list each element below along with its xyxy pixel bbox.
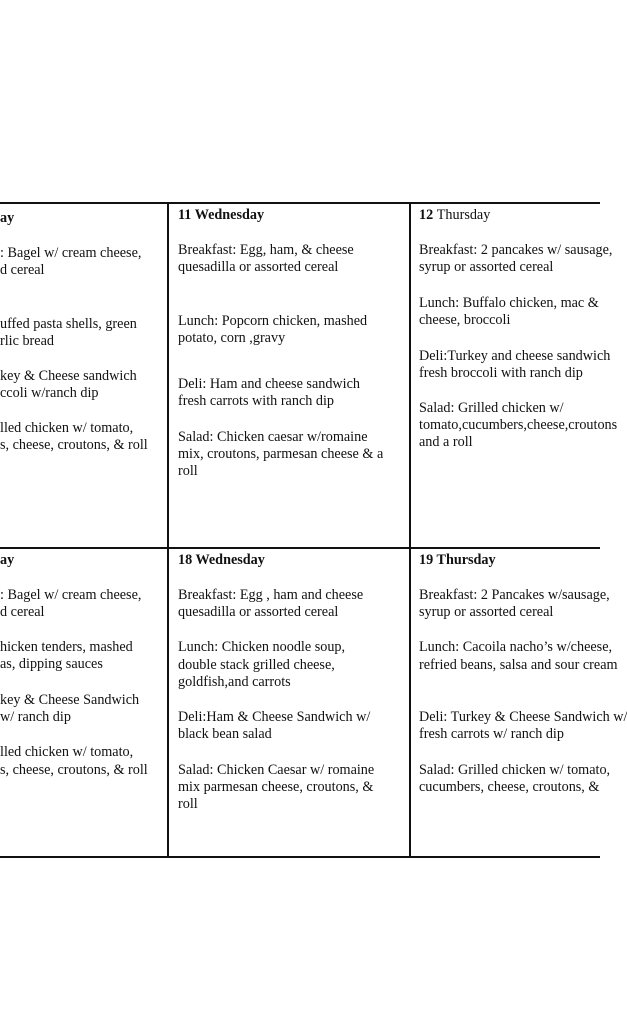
menu-line: Breakfast: Egg, ham, & cheese — [178, 242, 354, 258]
menu-line: w/ ranch dip — [0, 709, 71, 725]
menu-line: Breakfast: Egg , ham and cheese — [178, 587, 364, 603]
day-cell-tuesday-10 — [0, 204, 167, 547]
menu-line: uffed pasta shells, green — [0, 316, 137, 332]
day-cell-tuesday-17 — [0, 549, 167, 856]
menu-line: syrup or assorted cereal — [419, 604, 554, 620]
menu-line: lled chicken w/ tomato, — [0, 420, 134, 436]
menu-line: Deli: Turkey & Cheese Sandwich w/ — [419, 709, 627, 725]
menu-line: potato, corn ,gravy — [178, 330, 286, 346]
day-cell-wednesday-18 — [169, 549, 409, 856]
day-header — [178, 207, 264, 224]
day-header — [419, 552, 496, 569]
menu-line: Lunch: Popcorn chicken, mashed — [178, 313, 368, 329]
menu-line: Salad: Chicken caesar w/romaine — [178, 429, 368, 445]
day-name: Thursday — [436, 552, 496, 568]
menu-line: s, cheese, croutons, & roll — [0, 437, 148, 453]
menu-line: lled chicken w/ tomato, — [0, 744, 134, 760]
menu-line: fresh carrots w/ ranch dip — [419, 726, 564, 742]
menu-line: refried beans, salsa and sour cream — [419, 657, 618, 673]
menu-line: key & Cheese sandwich — [0, 368, 137, 384]
menu-line: syrup or assorted cereal — [419, 259, 554, 275]
menu-line: Deli:Turkey and cheese sandwich — [419, 348, 611, 364]
menu-line: and a roll — [419, 434, 473, 450]
menu-line: hicken tenders, mashed — [0, 639, 133, 655]
day-name: Thursday — [436, 207, 491, 223]
menu-line: : Bagel w/ cream cheese, — [0, 587, 142, 603]
menu-line: d cereal — [0, 604, 45, 620]
day-header — [419, 207, 490, 224]
menu-line: quesadilla or assorted cereal — [178, 259, 339, 275]
menu-line: Salad: Grilled chicken w/ tomato, — [419, 762, 611, 778]
day-number: 12 — [419, 207, 434, 223]
menu-line: roll — [178, 796, 198, 812]
day-number: 18 — [178, 552, 193, 568]
day-cell-thursday-12 — [411, 204, 618, 547]
menu-line: Deli:Ham & Cheese Sandwich w/ — [178, 709, 371, 725]
menu-line: as, dipping sauces — [0, 656, 103, 672]
menu-line: ccoli w/ranch dip — [0, 385, 99, 401]
day-number: 19 — [419, 552, 434, 568]
day-header — [0, 210, 14, 227]
day-header — [0, 552, 14, 569]
table-bottom-border — [0, 856, 600, 858]
day-name: ay — [0, 210, 15, 226]
menu-line: rlic bread — [0, 333, 54, 349]
menu-line: double stack grilled cheese, — [178, 657, 335, 673]
day-name: ay — [0, 552, 15, 568]
menu-line: Salad: Grilled chicken w/ — [419, 400, 564, 416]
menu-line: fresh carrots with ranch dip — [178, 393, 335, 409]
menu-line: Breakfast: 2 pancakes w/ sausage, — [419, 242, 613, 258]
menu-line: key & Cheese Sandwich — [0, 692, 140, 708]
menu-line: d cereal — [0, 262, 45, 278]
menu-line: black bean salad — [178, 726, 272, 742]
menu-line: Lunch: Cacoila nacho’s w/cheese, — [419, 639, 613, 655]
menu-line: cucumbers, cheese, croutons, & — [419, 779, 600, 795]
menu-line: fresh broccoli with ranch dip — [419, 365, 583, 381]
menu-line: mix parmesan cheese, croutons, & — [178, 779, 374, 795]
menu-line: mix, croutons, parmesan cheese & a — [178, 446, 384, 462]
menu-line: tomato,cucumbers,cheese,croutons — [419, 417, 618, 433]
menu-line: quesadilla or assorted cereal — [178, 604, 339, 620]
menu-line: goldfish,and carrots — [178, 674, 291, 690]
day-name: Wednesday — [195, 552, 265, 568]
menu-line: Lunch: Buffalo chicken, mac & — [419, 295, 599, 311]
day-name: Wednesday — [194, 207, 265, 223]
menu-line: cheese, broccoli — [419, 312, 511, 328]
menu-line: Salad: Chicken Caesar w/ romaine — [178, 762, 375, 778]
day-number: 11 — [178, 207, 192, 223]
menu-line: Lunch: Chicken noodle soup, — [178, 639, 346, 655]
menu-line: Breakfast: 2 Pancakes w/sausage, — [419, 587, 610, 603]
day-cell-thursday-19 — [411, 549, 627, 856]
menu-line: Deli: Ham and cheese sandwich — [178, 376, 361, 392]
day-header — [178, 552, 265, 569]
menu-line: roll — [178, 463, 198, 479]
day-cell-wednesday-11 — [169, 204, 409, 547]
menu-line: : Bagel w/ cream cheese, — [0, 245, 142, 261]
menu-line: s, cheese, croutons, & roll — [0, 762, 148, 778]
